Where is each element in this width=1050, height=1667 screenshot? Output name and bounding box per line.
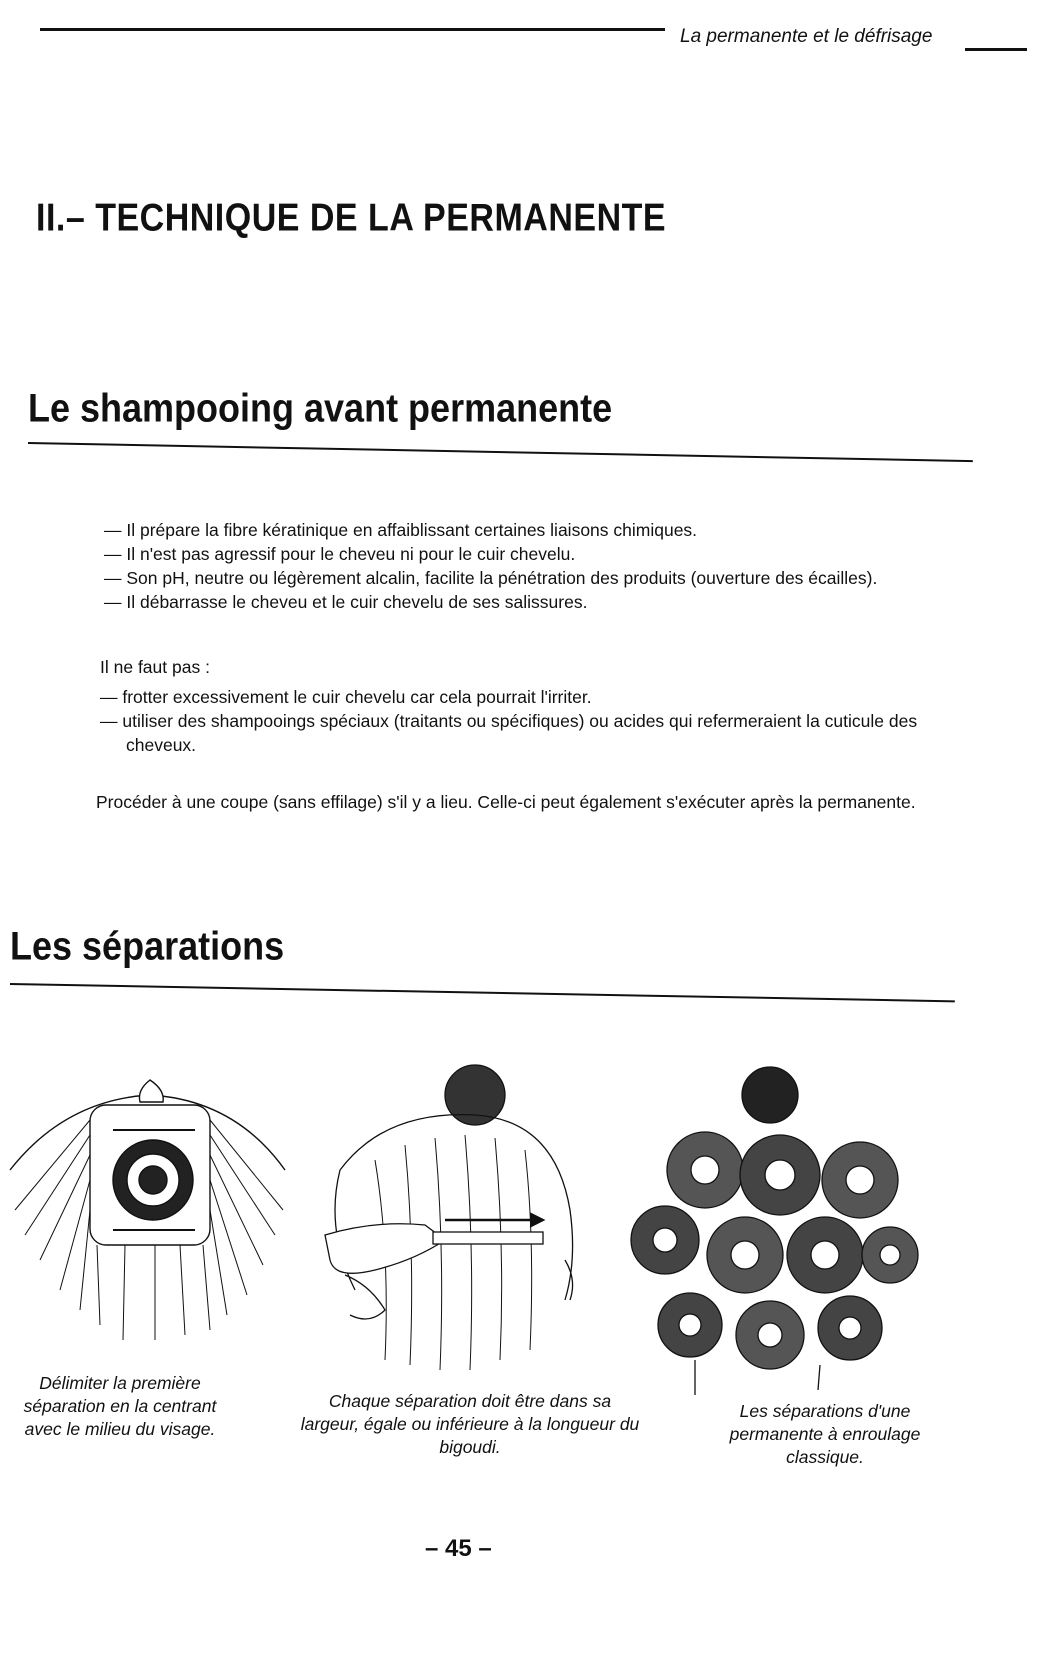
caption-figure-1: Délimiter la première séparation en la centrant avec le milieu du visage. [23,1373,217,1439]
illustration-section-width [315,1060,590,1380]
side-head-illustration [315,1060,590,1380]
list-item: — Il n'est pas agressif pour le cheveu ni pour le cuir chevelu. [104,544,576,564]
warning-intro: Il ne faut pas : [100,657,210,677]
header-rule-left [40,28,665,31]
note-text: Procéder à une coupe (sans effilage) s'il y a lieu. Celle-ci peut également s'exécuter après la permanente. [96,792,916,812]
shampooing-benefits [104,518,984,614]
illustration-first-parting [5,1060,290,1345]
head-top-view-illustration [5,1060,290,1345]
list-item: — Il prépare la fibre kératinique en affaiblissant certaines liaisons chimiques. [104,520,698,540]
list-item: — Il débarrasse le cheveu et le cuir chevelu de ses salissures. [104,592,588,612]
shampooing-note [96,790,976,814]
illustration-classic-rolling [620,1060,920,1400]
caption-figure-2: Chaque séparation doit être dans sa largeur, égale ou inférieure à la longueur du bigoudi. [300,1391,640,1457]
section-rule-shampooing [28,442,973,462]
caption-figure-3: Les séparations d'une permanente à enroulage classique. [729,1401,921,1467]
header-rule-right [965,48,1027,51]
shampooing-warnings [100,655,980,757]
running-title: La permanente et le défrisage [680,26,933,47]
running-header [40,18,1030,58]
page-number: – 45 – [425,1535,492,1562]
chapter-title: II.– TECHNIQUE DE LA PERMANENTE [36,196,667,240]
rollers-head-illustration [620,1060,920,1400]
section-rule-separations [10,983,955,1002]
list-item: — utiliser des shampooings spéciaux (traitants ou spécifiques) ou acides qui refermeraient la cuticule des cheveux. [100,711,918,755]
list-item: — Son pH, neutre ou légèrement alcalin, facilite la pénétration des produits (ouverture des écailles). [104,568,878,588]
section-title-shampooing: Le shampooing avant permanente [28,385,613,431]
section-title-separations: Les séparations [10,923,285,969]
list-item: — frotter excessivement le cuir chevelu car cela pourrait l'irriter. [100,687,592,707]
